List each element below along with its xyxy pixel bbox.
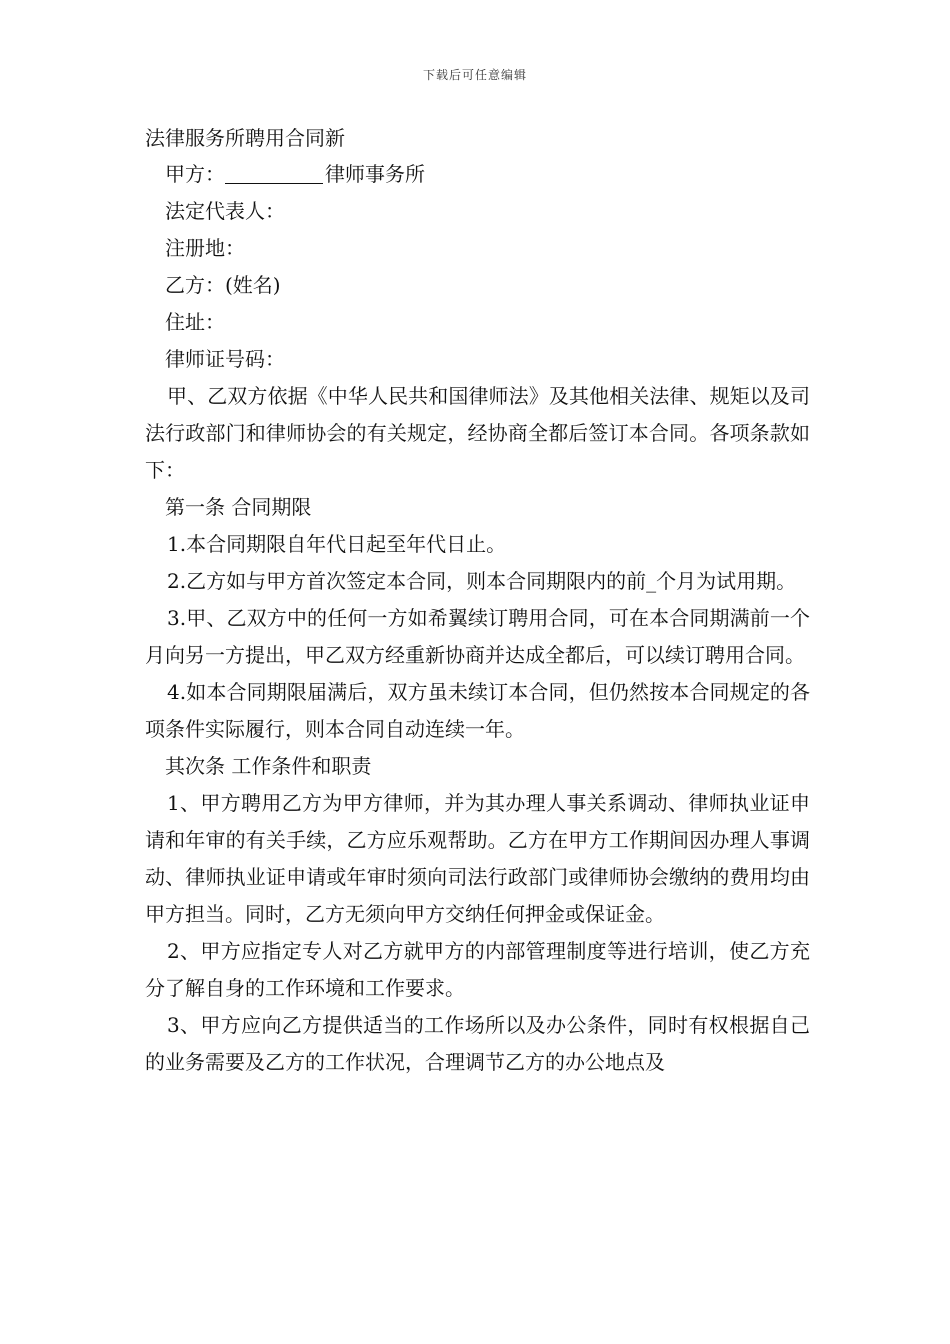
article-1-clause-4: 4.如本合同期限届满后，双方虽未续订本合同，但仍然按本合同规定的各项条件实际履行，则本合同自动连续一年。 bbox=[145, 680, 810, 741]
article-2-clause-1: 1、甲方聘用乙方为甲方律师，并为其办理人事关系调动、律师执业证申请和年审的有关手续，乙方应乐观帮助。乙方在甲方工作期间因办理人事调动、律师执业证申请或年审时须向司法行政部门或律师协会缴纳的费用均由甲方担当。同时，乙方无须向甲方交纳任何押金或保证金。 bbox=[145, 791, 810, 926]
party-a-label: 甲方： bbox=[165, 162, 225, 186]
document-body bbox=[145, 120, 810, 1081]
header-note: 下载后可任意编辑 bbox=[422, 68, 527, 82]
party-b-line: 乙方：(姓名) bbox=[165, 273, 281, 297]
document-title: 法律服务所聘用合同新 bbox=[145, 126, 345, 150]
lawyer-cert-line: 律师证号码： bbox=[165, 347, 285, 371]
address-line: 住址： bbox=[165, 310, 225, 334]
article-2-clause-2: 2、甲方应指定专人对乙方就甲方的内部管理制度等进行培训，使乙方充分了解自身的工作环境和工作要求。 bbox=[145, 939, 810, 1000]
party-a-line bbox=[145, 156, 810, 193]
legal-rep-line: 法定代表人： bbox=[165, 199, 285, 223]
reg-address-line: 注册地： bbox=[165, 236, 245, 260]
party-a-suffix: 律师事务所 bbox=[325, 162, 425, 186]
article-1-clause-2: 2.乙方如与甲方首次签定本合同，则本合同期限内的前_个月为试用期。 bbox=[167, 569, 797, 593]
article-1-clause-3: 3.甲、乙双方中的任何一方如希翼续订聘用合同，可在本合同期满前一个月向另一方提出，甲乙双方经重新协商并达成全都后，可以续订聘用合同。 bbox=[145, 606, 810, 667]
party-a-blank bbox=[225, 163, 323, 184]
article-2-title: 其次条 工作条件和职责 bbox=[165, 754, 372, 778]
article-1-clause-1: 1.本合同期限自年代日起至年代日止。 bbox=[167, 532, 507, 556]
article-1-title: 第一条 合同期限 bbox=[165, 495, 312, 519]
article-2-clause-3: 3、甲方应向乙方提供适当的工作场所以及办公条件，同时有权根据自己的业务需要及乙方的工作状况，合理调节乙方的办公地点及 bbox=[145, 1013, 810, 1074]
preamble-paragraph: 甲、乙双方依据《中华人民共和国律师法》及其他相关法律、规矩以及司法行政部门和律师协会的有关规定，经协商全都后签订本合同。各项条款如下： bbox=[145, 384, 810, 482]
